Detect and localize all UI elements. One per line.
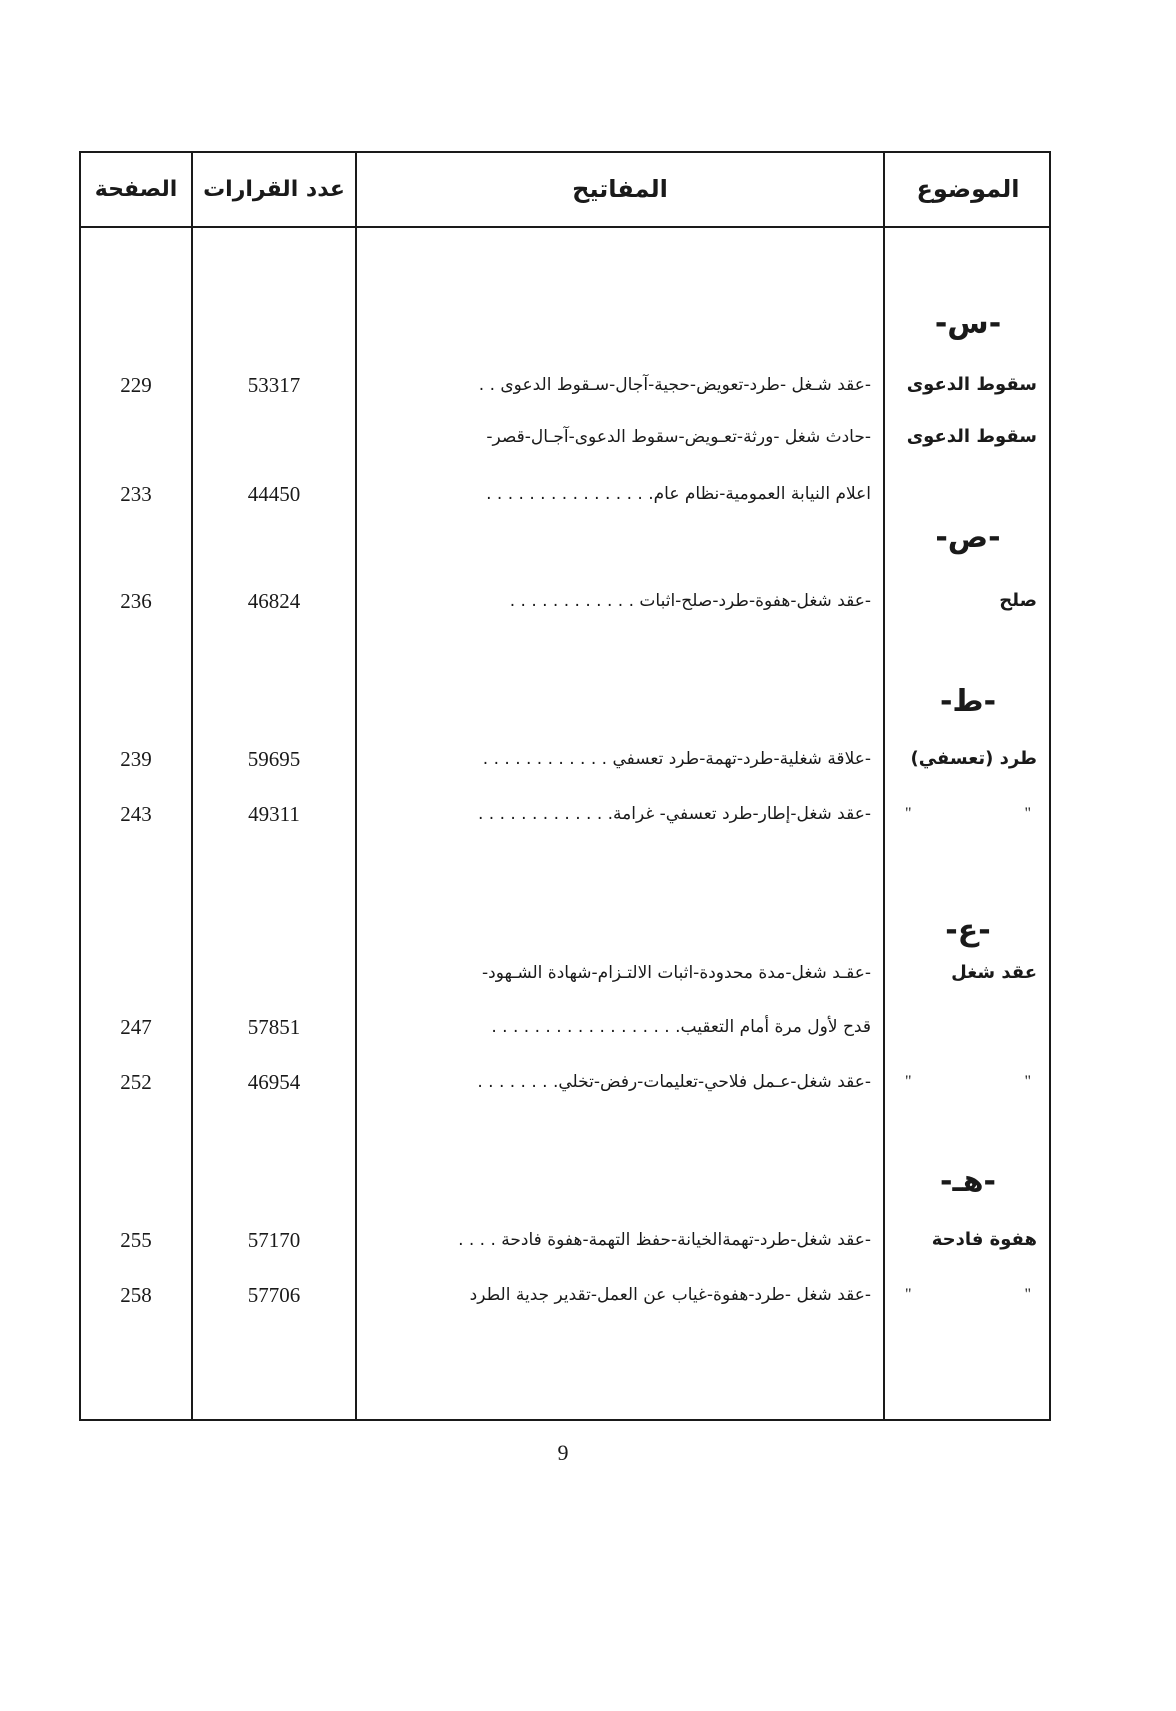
header-keys: المفاتيح bbox=[572, 175, 668, 203]
page-cell: 252 bbox=[120, 1070, 152, 1094]
subject-ditto-cell bbox=[887, 1275, 1049, 1315]
page-cell: 233 bbox=[120, 482, 152, 506]
keywords-cell: قدح لأول مرة أمام التعقيب. . . . . . . . . . . . . . . . . . bbox=[491, 1017, 871, 1037]
table-row bbox=[81, 794, 1049, 834]
page-cell: 229 bbox=[120, 373, 152, 397]
subject-ditto-cell bbox=[887, 794, 1049, 834]
decision-cell: 49311 bbox=[248, 802, 300, 826]
keywords-cell: -عقـد شغل-مدة محدودة-اثبات الالتـزام-شهادة الشـهود- bbox=[482, 963, 871, 983]
index-table bbox=[79, 151, 1051, 1421]
table-row bbox=[81, 474, 1049, 514]
letter-heading: -هـ- bbox=[940, 1164, 996, 1199]
letter-heading: -ط- bbox=[939, 684, 997, 719]
decision-cell: 57170 bbox=[247, 1228, 301, 1252]
header-page: الصفحة bbox=[94, 177, 178, 202]
ditto-mark: " bbox=[1024, 805, 1031, 822]
page-cell: 258 bbox=[120, 1283, 152, 1307]
letter-heading: -ع- bbox=[945, 913, 991, 948]
subject-ditto-cell bbox=[887, 1062, 1049, 1102]
page-cell: 255 bbox=[120, 1228, 152, 1252]
table-row bbox=[81, 953, 1049, 993]
keywords-cell: -حادث شغل -ورثة-تعـويض-سقوط الدعوى-آجـال-قصر- bbox=[486, 427, 871, 447]
table-row bbox=[81, 739, 1049, 779]
table-row bbox=[81, 417, 1049, 457]
page-number: 9 bbox=[557, 1440, 569, 1465]
table-row bbox=[81, 1062, 1049, 1102]
decision-cell: 59695 bbox=[247, 747, 301, 771]
decision-cell: 53317 bbox=[247, 373, 301, 397]
decision-cell: 46954 bbox=[247, 1070, 301, 1094]
header-divider bbox=[81, 226, 1049, 228]
decision-cell: 57706 bbox=[247, 1283, 301, 1307]
header-subject: الموضوع bbox=[916, 175, 1020, 203]
ditto-mark: " bbox=[905, 805, 912, 822]
keywords-cell: -عقد شغل-عـمل فلاحي-تعليمات-رفض-تخلي. . . . . . . . bbox=[477, 1072, 871, 1092]
keywords-cell: -علاقة شغلية-طرد-تهمة-طرد تعسفي . . . . . . . . . . . . bbox=[482, 749, 871, 769]
table-row bbox=[81, 365, 1049, 405]
subject-cell: طرد (تعسفي) bbox=[910, 748, 1037, 769]
header-decisions: عدد القرارات bbox=[203, 177, 345, 202]
subject-cell: عقد شغل bbox=[951, 962, 1037, 983]
table-row bbox=[81, 1220, 1049, 1260]
ditto-mark: " bbox=[905, 1286, 912, 1303]
page-cell: 236 bbox=[120, 589, 152, 613]
subject-cell: هفوة فادحة bbox=[931, 1229, 1037, 1250]
ditto-mark: " bbox=[905, 1073, 912, 1090]
keywords-cell: -عقد شغل -طرد-هفوة-غياب عن العمل-تقدير جدية الطرد bbox=[469, 1285, 871, 1305]
page-cell: 247 bbox=[120, 1015, 152, 1039]
letter-heading: -ص- bbox=[935, 520, 1001, 555]
subject-cell: صلح bbox=[999, 590, 1037, 611]
keywords-cell: -عقد شـغل -طرد-تعويض-حجية-آجال-سـقوط الدعوى . . bbox=[478, 375, 871, 395]
ditto-mark: " bbox=[1024, 1286, 1031, 1303]
ditto-mark: " bbox=[1024, 1073, 1031, 1090]
keywords-cell: -عقد شغل-هفوة-طرد-صلح-اثبات . . . . . . . . . . . . bbox=[509, 591, 871, 611]
page-cell: 243 bbox=[120, 802, 152, 826]
subject-cell: سقوط الدعوى bbox=[906, 374, 1037, 395]
letter-heading: -س- bbox=[934, 306, 1002, 341]
decision-cell: 44450 bbox=[247, 482, 301, 506]
decision-cell: 46824 bbox=[247, 589, 301, 613]
keywords-cell: -عقد شغل-طرد-تهمةالخيانة-حفظ التهمة-هفوة فادحة . . . . bbox=[458, 1230, 871, 1250]
page-cell: 239 bbox=[120, 747, 152, 771]
table-row bbox=[81, 1007, 1049, 1047]
table-row bbox=[81, 581, 1049, 621]
table-row bbox=[81, 1275, 1049, 1315]
subject-cell: سقوط الدعوى bbox=[906, 426, 1037, 447]
keywords-cell: -عقد شغل-إطار-طرد تعسفي- غرامة. . . . . . . . . . . . . bbox=[477, 804, 871, 824]
keywords-cell: اعلام النيابة العمومية-نظام عام. . . . . . . . . . . . . . . . bbox=[486, 484, 871, 504]
decision-cell: 57851 bbox=[247, 1015, 301, 1039]
